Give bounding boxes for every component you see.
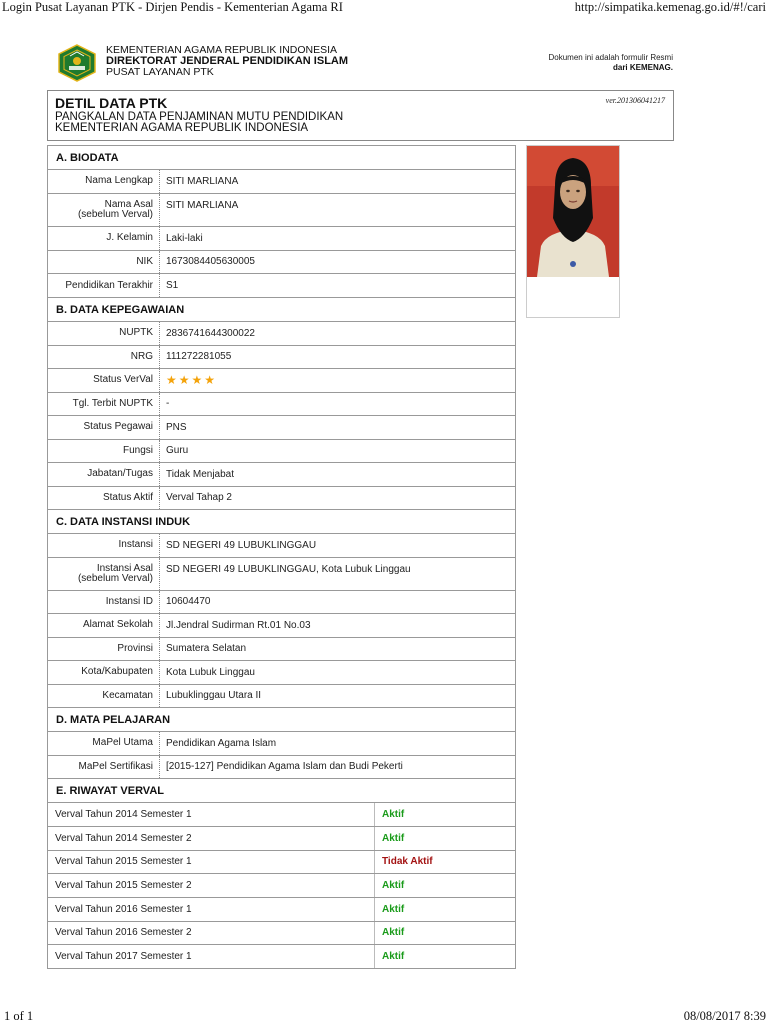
field-label: Status Pegawai xyxy=(48,416,160,439)
org-ministry: KEMENTERIAN AGAMA REPUBLIK INDONESIA xyxy=(106,44,338,56)
row-alamat xyxy=(48,614,515,638)
row-status-aktif xyxy=(48,487,515,511)
verval-row xyxy=(48,874,515,898)
field-label: MaPel Sertifikasi xyxy=(48,756,160,779)
row-status-pegawai xyxy=(48,416,515,440)
field-label: Instansi Asal (sebelum Verval) xyxy=(48,558,160,590)
field-label: Fungsi xyxy=(48,440,160,463)
row-mapel-sertifikasi xyxy=(48,756,515,780)
document-title-box xyxy=(47,90,674,141)
print-page-title: Login Pusat Layanan PTK - Dirjen Pendis - Kementerian Agama RI xyxy=(2,0,343,14)
section-instansi: C. DATA INSTANSI INDUK xyxy=(48,510,515,534)
field-value: [2015-127] Pendidikan Agama Islam dan Budi Pekerti xyxy=(166,761,403,773)
row-nrg xyxy=(48,346,515,370)
org-directorate: DIREKTORAT JENDERAL PENDIDIKAN ISLAM xyxy=(106,55,349,67)
row-jenis-kelamin xyxy=(48,227,515,251)
verval-period: Verval Tahun 2014 Semester 2 xyxy=(48,827,375,850)
field-label: Status Aktif xyxy=(48,487,160,510)
field-value: SD NEGERI 49 LUBUKLINGGAU, Kota Lubuk Linggau xyxy=(166,563,411,575)
verval-period: Verval Tahun 2015 Semester 2 xyxy=(48,874,375,897)
verval-status: Aktif xyxy=(382,903,405,915)
row-jabatan xyxy=(48,463,515,487)
official-notice xyxy=(549,53,674,73)
field-value: Pendidikan Agama Islam xyxy=(166,737,277,749)
verval-status: Aktif xyxy=(382,880,405,892)
row-pendidikan xyxy=(48,274,515,298)
subtitle-line2: KEMENTERIAN AGAMA REPUBLIK INDONESIA xyxy=(55,122,309,134)
org-unit: PUSAT LAYANAN PTK xyxy=(106,66,214,78)
row-instansi xyxy=(48,534,515,558)
field-label: Alamat Sekolah xyxy=(48,614,160,637)
verval-status: Aktif xyxy=(382,809,405,821)
field-label: Instansi xyxy=(48,534,160,557)
row-instansi-id xyxy=(48,591,515,615)
row-nik xyxy=(48,251,515,275)
field-value: SD NEGERI 49 LUBUKLINGGAU xyxy=(166,539,317,551)
print-url: http://simpatika.kemenag.go.id/#!/cari xyxy=(574,0,766,14)
row-instansi-asal xyxy=(48,558,515,591)
row-tgl-terbit xyxy=(48,393,515,417)
verval-status: Aktif xyxy=(382,951,405,963)
field-value: 2836741644300022 xyxy=(166,327,255,339)
field-label: J. Kelamin xyxy=(48,227,160,250)
field-value: Guru xyxy=(166,445,189,457)
row-kota xyxy=(48,661,515,685)
verval-status: Aktif xyxy=(382,832,405,844)
notice-line2: dari KEMENAG. xyxy=(612,63,673,72)
field-value: SITI MARLIANA xyxy=(166,175,239,187)
field-label: MaPel Utama xyxy=(48,732,160,755)
verval-period: Verval Tahun 2015 Semester 1 xyxy=(48,851,375,874)
field-value: - xyxy=(166,398,170,410)
verval-row xyxy=(48,945,515,969)
verval-row xyxy=(48,803,515,827)
org-header xyxy=(106,45,348,78)
verval-period: Verval Tahun 2014 Semester 1 xyxy=(48,803,375,826)
subtitle-line1: PANGKALAN DATA PENJAMINAN MUTU PENDIDIKAN xyxy=(55,111,344,123)
field-value: SITI MARLIANA xyxy=(166,199,239,211)
row-provinsi xyxy=(48,638,515,662)
row-mapel-utama xyxy=(48,732,515,756)
section-biodata: A. BIODATA xyxy=(48,146,515,170)
row-nama-lengkap xyxy=(48,170,515,194)
document-version: ver.201306041217 xyxy=(605,96,665,105)
section-mapel: D. MATA PELAJARAN xyxy=(48,708,515,732)
verval-row xyxy=(48,827,515,851)
document-subtitle xyxy=(55,112,343,134)
field-value xyxy=(160,369,515,392)
field-label: Nama Asal (sebelum Verval) xyxy=(48,194,160,226)
print-datetime: 08/08/2017 8:39 xyxy=(683,1009,766,1023)
notice-line1: Dokumen ini adalah formulir Resmi xyxy=(548,53,673,62)
field-label: NRG xyxy=(48,346,160,369)
row-nama-asal xyxy=(48,194,515,227)
field-label: Nama Lengkap xyxy=(48,170,160,193)
star-rating-icon: ★★★★ xyxy=(166,373,218,388)
section-riwayat: E. RIWAYAT VERVAL xyxy=(48,779,515,803)
verval-period: Verval Tahun 2016 Semester 1 xyxy=(48,898,375,921)
row-kecamatan xyxy=(48,685,515,709)
field-label: NIK xyxy=(48,251,160,274)
row-status-verval xyxy=(48,369,515,393)
row-nuptk xyxy=(48,322,515,346)
field-label: Pendidikan Terakhir xyxy=(48,274,160,297)
verval-period: Verval Tahun 2016 Semester 2 xyxy=(48,922,375,945)
field-label: Kota/Kabupaten xyxy=(48,661,160,684)
field-label: Status VerVal xyxy=(48,369,160,392)
row-fungsi xyxy=(48,440,515,464)
field-label: Instansi ID xyxy=(48,591,160,614)
field-label: Tgl. Terbit NUPTK xyxy=(48,393,160,416)
field-value: Lubuklinggau Utara II xyxy=(166,690,262,702)
ptk-photo xyxy=(527,146,619,277)
field-label: Provinsi xyxy=(48,638,160,661)
riwayat-list xyxy=(48,803,515,969)
document-title: DETIL DATA PTK xyxy=(55,95,168,111)
verval-status: Aktif xyxy=(382,927,405,939)
kemenag-logo xyxy=(57,44,97,82)
field-label: Jabatan/Tugas xyxy=(48,463,160,486)
field-value: Sumatera Selatan xyxy=(166,643,247,655)
verval-row xyxy=(48,851,515,875)
field-value: Verval Tahap 2 xyxy=(166,492,232,504)
verval-row xyxy=(48,898,515,922)
field-value: 1673084405630005 xyxy=(166,256,255,268)
field-value: Laki-laki xyxy=(166,232,203,244)
verval-status: Tidak Aktif xyxy=(382,856,433,868)
section-kepegawaian: B. DATA KEPEGAWAIAN xyxy=(48,298,515,322)
field-value: Jl.Jendral Sudirman Rt.01 No.03 xyxy=(166,619,311,631)
verval-period: Verval Tahun 2017 Semester 1 xyxy=(48,945,375,968)
field-value: 111272281055 xyxy=(166,351,232,363)
field-value: PNS xyxy=(166,421,187,433)
field-value: S1 xyxy=(166,280,179,292)
ptk-data-table xyxy=(47,145,516,969)
verval-row xyxy=(48,922,515,946)
field-label: NUPTK xyxy=(48,322,160,345)
field-value: Tidak Menjabat xyxy=(166,468,234,480)
print-page-count: 1 of 1 xyxy=(4,1009,34,1023)
field-value: Kota Lubuk Linggau xyxy=(166,666,255,678)
field-value: 10604470 xyxy=(166,596,211,608)
field-label: Kecamatan xyxy=(48,685,160,708)
